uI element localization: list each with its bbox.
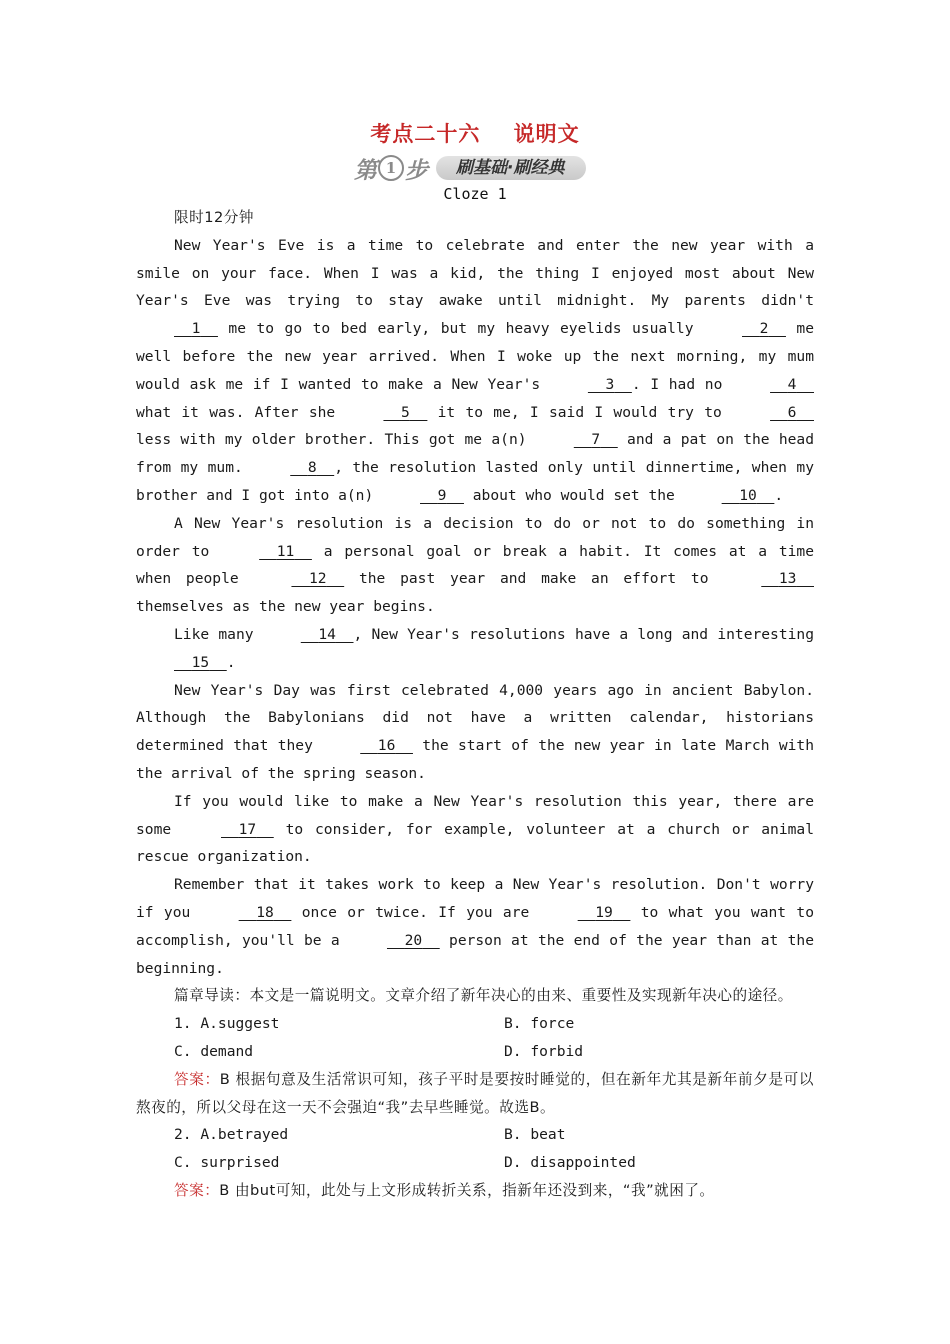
passage-text: the start of the new year in late March with the arrival of the spring season. [136,737,814,782]
passage-text: once or twice. If you are [291,903,540,921]
blank-4: 4 [787,375,797,393]
blank-16: 16 [377,737,396,755]
passage-paragraph-4 [136,677,814,788]
blank-5: 5 [401,403,410,421]
passage-text: about who would set the [463,486,684,504]
passage-text: to what you want to accomplish, you'll be a [136,903,814,949]
blank-19: 19 [595,903,613,921]
passage-text: person at the end of the year than at the beginning. [136,931,814,977]
passage-text: . [774,486,784,504]
passage-text: it to me, I said I would try to [427,403,733,421]
step-tag: 刷基础·刷经典 [436,156,586,180]
option-2d: D. disappointed [504,1154,636,1172]
question-1-options [136,1010,814,1066]
blank-15: 15 [191,653,210,671]
passage-paragraph-5 [136,788,814,871]
passage-text: Like many [174,625,263,643]
answer-1 [136,1066,814,1122]
option-2b: B. beat [504,1126,566,1144]
blank-10: 10 [739,486,757,504]
passage-text: themselves as the new year begins. [136,598,435,616]
passage-text: , New Year's resolutions have a long and interesting [353,625,814,643]
passage-text: and a pat on the head from my mum. [136,431,814,477]
passage-text: a personal goal or break a habit. It comes at a time when people [136,542,815,588]
step-banner [354,152,586,184]
blank-13: 13 [778,570,797,588]
answer-explanation: B 根据句意及生活常识可知，孩子平时是要按时睡觉的，但在新年尤其是新年前夕是可以熬夜的，所以父母在这一天不会强迫“我”去早些睡觉。故选B。 [136,1070,814,1116]
blank-12: 12 [309,570,327,588]
time-limit: 限时12分钟 [174,209,254,226]
passage-text: Remember that it takes work to keep a New Year's resolution. Don't worry if you [136,876,814,921]
blank-20: 20 [404,931,423,949]
blank-11: 11 [276,542,295,560]
question-2-options [136,1121,814,1177]
answer-label: 答案： [174,1181,220,1199]
section-subtitle: Cloze 1 [443,185,507,203]
passage-text: . I had no [631,375,733,393]
blank-2: 2 [759,320,769,338]
blank-14: 14 [318,625,336,643]
document-body [136,204,814,1205]
passage-paragraph-3 [136,621,814,677]
answer-explanation: B 由but可知，此处与上文形成转折关系，指新年还没到来，“我”就困了。 [219,1181,715,1199]
passage-text: less with my older brother. This got me a(n) [136,431,536,449]
passage-text: A New Year's resolution is a decision to do or not to do something in order to [136,514,814,560]
passage-paragraph-2 [136,510,814,621]
passage-text: me well before the new year arrived. When I woke up the next morning, my mum would ask me if I wanted to make a New Year's [136,320,815,393]
blank-6: 6 [787,403,797,421]
step-number-badge: 1 [378,155,404,181]
passage-text: the past year and make an effort to [344,570,724,588]
passage-paragraph-6 [136,871,814,982]
passage-guide: 篇章导读：本文是一篇说明文。文章介绍了新年决心的由来、重要性及实现新年决心的途径。 [174,987,793,1005]
option-2a: 2. A.betrayed [174,1126,289,1144]
page-title: 考点二十六 说明文 [370,121,580,146]
step-prefix: 第 [354,156,377,184]
passage-text: to consider, for example, volunteer at a church or animal rescue organization. [136,820,814,866]
blank-9: 9 [437,486,447,504]
blank-3: 3 [605,375,615,393]
option-2c: C. surprised [174,1154,280,1172]
option-1b: B. force [504,1015,575,1033]
passage-text: , the resolution lasted only until dinnertime, when my brother and I got into a(n) [136,459,814,504]
option-1d: D. forbid [504,1042,584,1060]
passage-text: me to go to bed early, but my heavy eyelids usually [217,320,704,338]
step-suffix: 步 [405,156,428,184]
option-1c: C. demand [174,1042,254,1060]
passage-paragraph-1 [136,232,814,510]
blank-17: 17 [238,820,257,838]
passage-text: If you would like to make a New Year's resolution this year, there are some [136,792,814,838]
answer-label: 答案： [174,1070,220,1088]
passage-text: . [226,653,236,671]
answer-2 [136,1177,814,1205]
blank-18: 18 [256,903,274,921]
passage-text: New Year's Eve is a time to celebrate and enter the new year with a smile on your face. When I was a kid, the thing I enjoyed most about New Year's Eve was trying to stay awake until midnight. My parents didn't [136,236,814,310]
passage-text: New Year's Day was first celebrated 4,000 years ago in ancient Babylon. Although the Babylonians did not have a written calendar, historians determined that they [136,681,814,755]
step-label [354,152,428,185]
blank-1: 1 [191,320,201,338]
passage-text: what it was. After she [136,403,346,421]
option-1a: 1. A.suggest [174,1015,280,1033]
blank-8: 8 [307,459,317,477]
blank-7: 7 [591,431,601,449]
